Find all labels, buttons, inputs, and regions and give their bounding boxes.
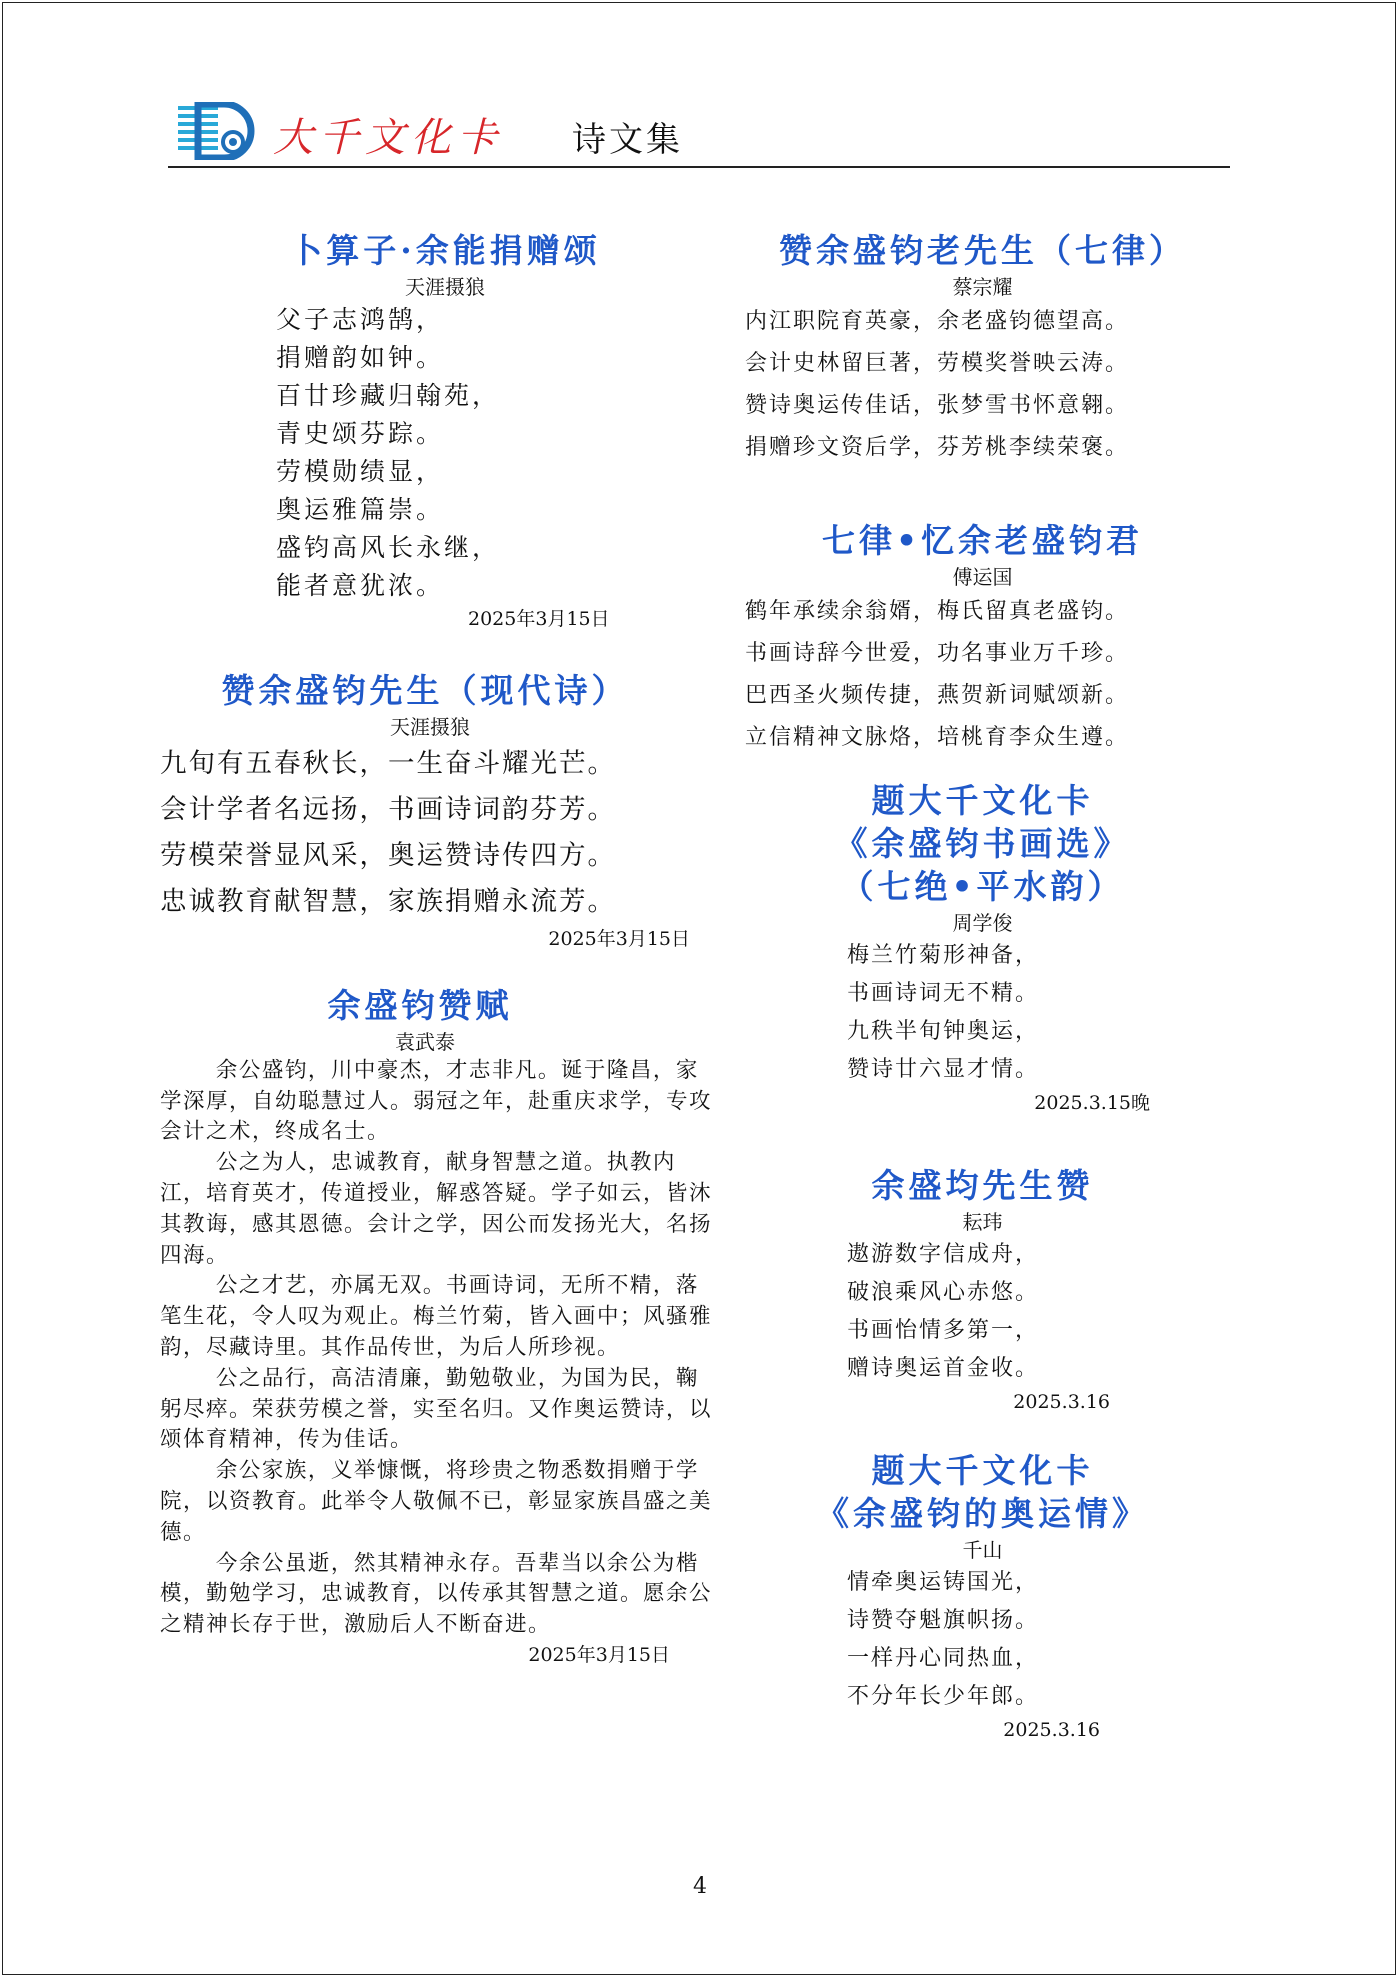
poem-title-line: （七绝•平水韵） [840,866,1125,906]
poem-zan-modern [160,670,720,985]
poem-date: 2025.3.16 [1013,1390,1110,1413]
poem-line: 劳模勋绩显， [276,456,445,486]
poem-line: 父子志鸿鹄， [276,304,445,334]
poem-line: 鹤年承续余翁婿，梅氏留真老盛钧。 [745,598,1130,624]
poem-zan-yun [745,1165,1220,1450]
poem-author: 周学俊 [952,910,1013,935]
poem-line: 盛钧高风长永继， [276,532,501,562]
poem-line: 巴西圣火频传捷，燕贺新词赋颂新。 [745,682,1130,708]
poem-line: 书画诗辞今世爱，功名事业万千珍。 [745,640,1130,666]
poem-line: 诗赞夺魁旗帜扬。 [847,1607,1040,1633]
poem-line: 会计学者名远扬，书画诗词韵芬芳。 [160,793,616,825]
poem-fu [160,985,720,1669]
poem-title: 余盛钧赞赋 [327,986,513,1025]
poem-author: 天涯摄狼 [405,274,485,299]
poem-line: 赠诗奥运首金收。 [847,1355,1040,1381]
poem-line: 一样丹心同热血， [847,1645,1040,1671]
poem-author: 天涯摄狼 [390,714,470,739]
poem-qilv-yi [745,520,1220,780]
prose-paragraph: 余公家族，义举慷慨，将珍贵之物悉数捐赠于学院，以资教育。此举令人敬佩不已，彰显家族昌盛之美德。 [160,1458,713,1545]
poem-line: 情牵奥运铸国光， [847,1569,1040,1595]
poem-author: 耘玮 [962,1209,1003,1234]
prose-paragraph: 余公盛钧，川中豪杰，才志非凡。诞于隆昌，家学深厚，自幼聪慧过人。弱冠之年，赴重庆求学，专攻会计之术，终成名士。 [160,1057,713,1145]
poem-line: 捐赠珍文资后学，芬芳桃李续荣褒。 [745,434,1130,460]
poem-line: 奥运雅篇崇。 [276,494,445,524]
poem-line: 赞诗廿六显才情。 [847,1056,1040,1082]
poem-author: 傅运国 [952,564,1013,589]
poem-line: 书画怡情多第一， [847,1317,1040,1343]
poem-title-line: 《余盛钧书画选》 [834,823,1131,863]
page-title: 诗文集 [572,120,683,160]
prose-paragraph: 今余公虽逝，然其精神永存。吾辈当以余公为楷模，勤勉学习，忠诚教育，以传承其智慧之道。愿余公之精神长存于世，激励后人不断奋进。 [160,1550,713,1638]
poem-line: 不分年长少年郎。 [847,1683,1040,1709]
poem-date: 2025年3月15日 [468,607,610,630]
poem-line: 捐赠韵如钟。 [276,342,445,372]
poem-line: 九秩半旬钟奥运， [847,1018,1040,1044]
poem-date: 2025.3.16 [1003,1718,1100,1741]
page-number: 4 [693,1874,707,1899]
prose-paragraph: 公之品行，高洁清廉，勤勉敬业，为国为民，鞠躬尽瘁。荣获劳模之誉，实至名归。又作奥运赞诗，以颂体育精神，传为佳话。 [160,1365,713,1453]
poem-bu-suan-zi [160,230,720,670]
poem-line: 内江职院育英豪，余老盛钧德望高。 [745,308,1130,334]
poem-line: 能者意犹浓。 [276,570,445,600]
poem-line: 青史颂芬踪。 [276,418,445,448]
poem-date: 2025年3月15日 [528,1644,670,1667]
poem-date: 2025年3月15日 [548,927,690,950]
poem-title-line: 题大千文化卡 [871,1451,1094,1490]
poem-title: 余盛均先生赞 [871,1166,1094,1205]
poem-author: 蔡宗耀 [952,274,1013,299]
poem-title-line: 题大千文化卡 [871,781,1094,820]
poem-qilv-zan [745,230,1220,520]
poem-line: 遨游数字信成舟， [847,1241,1040,1267]
poem-author: 千山 [962,1537,1003,1562]
poem-line: 梅兰竹菊形神备， [847,942,1040,968]
page-header [168,96,1230,168]
poem-ti-shuhua [745,780,1220,1165]
poem-title-line: 《余盛钧的奥运情》 [816,1493,1149,1533]
poem-line: 立信精神文脉烙，培桃育李众生遵。 [745,724,1130,750]
right-column [745,230,1220,1744]
poem-line: 会计史林留巨著，劳模奖誉映云涛。 [745,350,1130,376]
logo-icon [178,102,260,160]
poem-line: 赞诗奥运传佳话，张梦雪书怀意翱。 [745,392,1130,418]
prose-paragraph: 公之为人，忠诚教育，献身智慧之道。执教内江，培育英才，传道授业，解惑答疑。学子如云，皆沐其教诲，感其恩德。会计之学，因公而发扬光大，名扬四海。 [160,1150,713,1268]
poem-lines [276,301,720,605]
poem-line: 劳模荣誉显风采，奥运赞诗传四方。 [160,839,616,871]
poem-line: 忠诚教育献智慧，家族捐赠永流芳。 [160,885,616,917]
poem-lines [847,1564,1220,1716]
poem-line: 书画诗词无不精。 [847,980,1040,1006]
poem-ti-aoyun [745,1450,1220,1744]
poem-line: 破浪乘风心赤悠。 [847,1279,1040,1305]
poem-title: 卜算子·余能捐赠颂 [289,231,601,270]
poem-title: 赞余盛钧先生（现代诗） [221,671,629,710]
poem-lines [847,937,1220,1089]
poem-lines [847,1236,1220,1388]
poem-line: 百廿珍藏归翰苑， [276,380,501,410]
poem-date: 2025.3.15晚 [1034,1091,1150,1114]
left-column [160,230,720,1669]
brand-logo-text: 大千文化卡 [273,115,503,161]
poem-line: 九旬有五春秋长，一生奋斗耀光芒。 [160,747,616,779]
poem-title: 七律•忆余老盛钧君 [821,521,1144,560]
prose-paragraph: 公之才艺，亦属无双。书画诗词，无所不精，落笔生花，令人叹为观止。梅兰竹菊，皆入画中；风骚雅韵，尽藏诗里。其作品传世，为后人所珍视。 [160,1273,713,1361]
poem-title: 赞余盛钧老先生（七律） [779,231,1186,270]
poem-author: 袁武泰 [395,1029,455,1054]
